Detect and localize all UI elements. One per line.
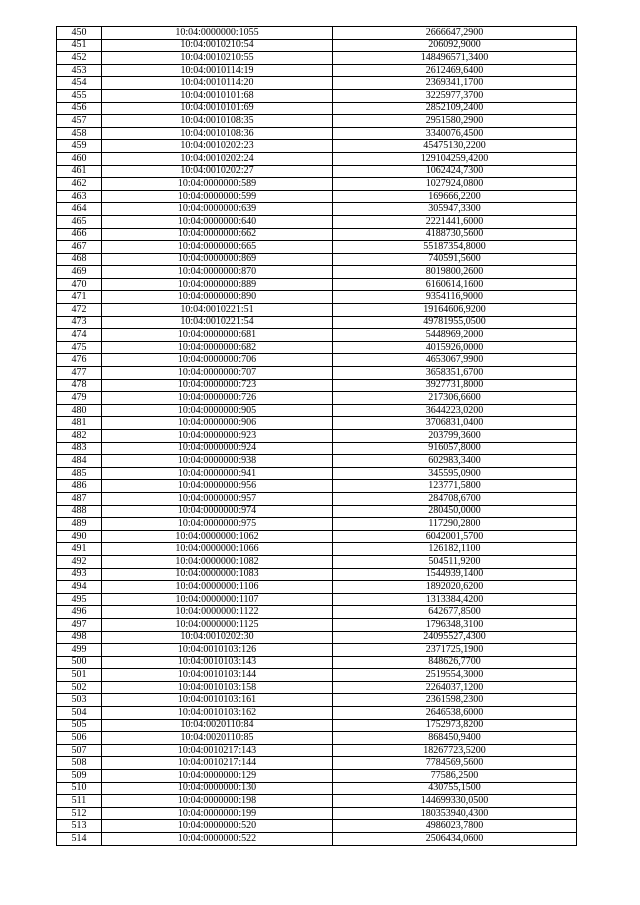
- value-cell: 148496571,3400: [333, 52, 577, 65]
- row-number-cell: 454: [57, 77, 102, 90]
- value-cell: 2519554,3000: [333, 669, 577, 682]
- table-row: [57, 807, 577, 820]
- cadastral-number-cell: 10:04:0010101:69: [102, 102, 333, 115]
- cadastral-number-cell: 10:04:0000000:941: [102, 467, 333, 480]
- cadastral-number-cell: 10:04:0000000:905: [102, 404, 333, 417]
- row-number-cell: 463: [57, 190, 102, 203]
- cadastral-number-cell: 10:04:0000000:682: [102, 341, 333, 354]
- cadastral-number-cell: 10:04:0000000:726: [102, 392, 333, 405]
- value-cell: 2361598,2300: [333, 694, 577, 707]
- value-cell: 602983,3400: [333, 455, 577, 468]
- value-cell: 45475130,2200: [333, 140, 577, 153]
- cadastral-number-cell: 10:04:0000000:938: [102, 455, 333, 468]
- row-number-cell: 487: [57, 492, 102, 505]
- cadastral-number-cell: 10:04:0010103:126: [102, 644, 333, 657]
- row-number-cell: 493: [57, 568, 102, 581]
- row-number-cell: 502: [57, 681, 102, 694]
- row-number-cell: 497: [57, 618, 102, 631]
- cadastral-number-cell: 10:04:0010114:20: [102, 77, 333, 90]
- value-cell: 2666647,2900: [333, 27, 577, 40]
- row-number-cell: 451: [57, 39, 102, 52]
- table-row: [57, 152, 577, 165]
- value-cell: 345595,0900: [333, 467, 577, 480]
- cadastral-number-cell: 10:04:0000000:923: [102, 430, 333, 443]
- table-row: [57, 467, 577, 480]
- cadastral-number-cell: 10:04:0000000:129: [102, 770, 333, 783]
- cadastral-number-cell: 10:04:0010210:55: [102, 52, 333, 65]
- cadastral-number-cell: 10:04:0000000:1062: [102, 530, 333, 543]
- cadastral-number-cell: 10:04:0000000:520: [102, 820, 333, 833]
- cadastral-number-cell: 10:04:0000000:924: [102, 442, 333, 455]
- value-cell: 2371725,1900: [333, 644, 577, 657]
- cadastral-number-cell: 10:04:0000000:589: [102, 178, 333, 191]
- table-row: [57, 266, 577, 279]
- value-cell: 19164606,9200: [333, 304, 577, 317]
- value-cell: 3927731,8000: [333, 379, 577, 392]
- cadastral-number-cell: 10:04:0000000:975: [102, 518, 333, 531]
- value-cell: 3706831,0400: [333, 417, 577, 430]
- table-row: [57, 543, 577, 556]
- value-cell: 1313384,4200: [333, 593, 577, 606]
- table-row: [57, 127, 577, 140]
- value-cell: 8019800,2600: [333, 266, 577, 279]
- value-cell: 430755,1500: [333, 782, 577, 795]
- cadastral-number-cell: 10:04:0010202:23: [102, 140, 333, 153]
- value-cell: 126182,1100: [333, 543, 577, 556]
- row-number-cell: 476: [57, 354, 102, 367]
- table-row: [57, 102, 577, 115]
- value-cell: 5448969,2000: [333, 329, 577, 342]
- table-row: [57, 782, 577, 795]
- cadastral-number-cell: 10:04:0000000:1055: [102, 27, 333, 40]
- value-cell: 24095527,4300: [333, 631, 577, 644]
- table-row: [57, 555, 577, 568]
- table-row: [57, 455, 577, 468]
- cadastral-number-cell: 10:04:0010103:144: [102, 669, 333, 682]
- value-cell: 4986023,7800: [333, 820, 577, 833]
- row-number-cell: 464: [57, 203, 102, 216]
- value-cell: 49781955,0500: [333, 316, 577, 329]
- table-row: [57, 480, 577, 493]
- cadastral-number-cell: 10:04:0000000:639: [102, 203, 333, 216]
- cadastral-number-cell: 10:04:0000000:599: [102, 190, 333, 203]
- cadastral-number-cell: 10:04:0000000:1106: [102, 581, 333, 594]
- table-row: [57, 291, 577, 304]
- row-number-cell: 484: [57, 455, 102, 468]
- value-cell: 868450,9400: [333, 732, 577, 745]
- row-number-cell: 475: [57, 341, 102, 354]
- row-number-cell: 480: [57, 404, 102, 417]
- value-cell: 916057,8000: [333, 442, 577, 455]
- row-number-cell: 501: [57, 669, 102, 682]
- row-number-cell: 508: [57, 757, 102, 770]
- value-cell: 180353940,4300: [333, 807, 577, 820]
- row-number-cell: 499: [57, 644, 102, 657]
- cadastral-number-cell: 10:04:0010108:36: [102, 127, 333, 140]
- table-row: [57, 631, 577, 644]
- row-number-cell: 462: [57, 178, 102, 191]
- table-row: [57, 278, 577, 291]
- cadastral-number-cell: 10:04:0000000:956: [102, 480, 333, 493]
- table-row: [57, 140, 577, 153]
- value-cell: 2852109,2400: [333, 102, 577, 115]
- cadastral-number-cell: 10:04:0010108:35: [102, 115, 333, 128]
- cadastral-number-cell: 10:04:0000000:706: [102, 354, 333, 367]
- table-row: [57, 568, 577, 581]
- row-number-cell: 457: [57, 115, 102, 128]
- row-number-cell: 507: [57, 744, 102, 757]
- cadastral-number-cell: 10:04:0000000:640: [102, 215, 333, 228]
- table-row: [57, 115, 577, 128]
- value-cell: 2951580,2900: [333, 115, 577, 128]
- value-cell: 1062424,7300: [333, 165, 577, 178]
- row-number-cell: 481: [57, 417, 102, 430]
- cadastral-number-cell: 10:04:0000000:522: [102, 833, 333, 846]
- value-cell: 2646538,6000: [333, 707, 577, 720]
- cadastral-number-cell: 10:04:0010114:19: [102, 64, 333, 77]
- cadastral-number-cell: 10:04:0000000:662: [102, 228, 333, 241]
- table-row: [57, 253, 577, 266]
- table-row: [57, 770, 577, 783]
- value-cell: 217306,6600: [333, 392, 577, 405]
- table-row: [57, 694, 577, 707]
- row-number-cell: 506: [57, 732, 102, 745]
- data-table: [56, 26, 577, 846]
- cadastral-number-cell: 10:04:0000000:1125: [102, 618, 333, 631]
- cadastral-number-cell: 10:04:0000000:906: [102, 417, 333, 430]
- cadastral-number-cell: 10:04:0010103:162: [102, 707, 333, 720]
- row-number-cell: 472: [57, 304, 102, 317]
- row-number-cell: 470: [57, 278, 102, 291]
- cadastral-number-cell: 10:04:0010101:68: [102, 89, 333, 102]
- cadastral-number-cell: 10:04:0000000:889: [102, 278, 333, 291]
- value-cell: 2506434,0600: [333, 833, 577, 846]
- row-number-cell: 491: [57, 543, 102, 556]
- table-row: [57, 530, 577, 543]
- table-row: [57, 64, 577, 77]
- row-number-cell: 511: [57, 795, 102, 808]
- value-cell: 206092,9000: [333, 39, 577, 52]
- row-number-cell: 504: [57, 707, 102, 720]
- table-row: [57, 379, 577, 392]
- value-cell: 7784569,5600: [333, 757, 577, 770]
- row-number-cell: 459: [57, 140, 102, 153]
- table-row: [57, 77, 577, 90]
- row-number-cell: 514: [57, 833, 102, 846]
- table-row: [57, 707, 577, 720]
- value-cell: 1796348,3100: [333, 618, 577, 631]
- row-number-cell: 512: [57, 807, 102, 820]
- value-cell: 2221441,6000: [333, 215, 577, 228]
- value-cell: 117290,2800: [333, 518, 577, 531]
- row-number-cell: 513: [57, 820, 102, 833]
- table-row: [57, 39, 577, 52]
- table-row: [57, 581, 577, 594]
- table-row: [57, 442, 577, 455]
- value-cell: 848626,7700: [333, 656, 577, 669]
- table-row: [57, 505, 577, 518]
- table-row: [57, 681, 577, 694]
- row-number-cell: 450: [57, 27, 102, 40]
- value-cell: 642677,8500: [333, 606, 577, 619]
- value-cell: 2264037,1200: [333, 681, 577, 694]
- table-row: [57, 190, 577, 203]
- row-number-cell: 489: [57, 518, 102, 531]
- table-row: [57, 27, 577, 40]
- row-number-cell: 495: [57, 593, 102, 606]
- row-number-cell: 479: [57, 392, 102, 405]
- cadastral-number-cell: 10:04:0010103:143: [102, 656, 333, 669]
- row-number-cell: 483: [57, 442, 102, 455]
- row-number-cell: 510: [57, 782, 102, 795]
- table-row: [57, 316, 577, 329]
- value-cell: 3644223,0200: [333, 404, 577, 417]
- cadastral-number-cell: 10:04:0000000:869: [102, 253, 333, 266]
- table-row: [57, 656, 577, 669]
- table-row: [57, 52, 577, 65]
- row-number-cell: 503: [57, 694, 102, 707]
- table-body: [57, 27, 577, 846]
- cadastral-number-cell: 10:04:0010103:158: [102, 681, 333, 694]
- value-cell: 740591,5600: [333, 253, 577, 266]
- table-row: [57, 89, 577, 102]
- value-cell: 305947,3300: [333, 203, 577, 216]
- value-cell: 203799,3600: [333, 430, 577, 443]
- value-cell: 1752973,8200: [333, 719, 577, 732]
- table-row: [57, 593, 577, 606]
- row-number-cell: 494: [57, 581, 102, 594]
- row-number-cell: 456: [57, 102, 102, 115]
- table-row: [57, 241, 577, 254]
- row-number-cell: 461: [57, 165, 102, 178]
- cadastral-number-cell: 10:04:0010217:143: [102, 744, 333, 757]
- value-cell: 144699330,0500: [333, 795, 577, 808]
- row-number-cell: 488: [57, 505, 102, 518]
- table-row: [57, 178, 577, 191]
- value-cell: 2612469,6400: [333, 64, 577, 77]
- cadastral-number-cell: 10:04:0020110:84: [102, 719, 333, 732]
- row-number-cell: 468: [57, 253, 102, 266]
- row-number-cell: 465: [57, 215, 102, 228]
- cadastral-number-cell: 10:04:0000000:681: [102, 329, 333, 342]
- cadastral-number-cell: 10:04:0000000:1082: [102, 555, 333, 568]
- value-cell: 1544939,1400: [333, 568, 577, 581]
- table-row: [57, 757, 577, 770]
- cadastral-number-cell: 10:04:0010202:27: [102, 165, 333, 178]
- cadastral-number-cell: 10:04:0020110:85: [102, 732, 333, 745]
- row-number-cell: 478: [57, 379, 102, 392]
- cadastral-number-cell: 10:04:0000000:1083: [102, 568, 333, 581]
- table-row: [57, 795, 577, 808]
- value-cell: 4015926,0000: [333, 341, 577, 354]
- cadastral-number-cell: 10:04:0000000:870: [102, 266, 333, 279]
- value-cell: 3340076,4500: [333, 127, 577, 140]
- value-cell: 6042001,5700: [333, 530, 577, 543]
- table-row: [57, 165, 577, 178]
- value-cell: 504511,9200: [333, 555, 577, 568]
- cadastral-number-cell: 10:04:0010202:30: [102, 631, 333, 644]
- cadastral-number-cell: 10:04:0000000:1122: [102, 606, 333, 619]
- value-cell: 123771,5800: [333, 480, 577, 493]
- table-row: [57, 518, 577, 531]
- row-number-cell: 500: [57, 656, 102, 669]
- row-number-cell: 471: [57, 291, 102, 304]
- cadastral-number-cell: 10:04:0000000:974: [102, 505, 333, 518]
- table-row: [57, 341, 577, 354]
- cadastral-number-cell: 10:04:0000000:1066: [102, 543, 333, 556]
- row-number-cell: 460: [57, 152, 102, 165]
- row-number-cell: 455: [57, 89, 102, 102]
- table-row: [57, 492, 577, 505]
- value-cell: 55187354,8000: [333, 241, 577, 254]
- table-row: [57, 203, 577, 216]
- value-cell: 2369341,1700: [333, 77, 577, 90]
- row-number-cell: 492: [57, 555, 102, 568]
- row-number-cell: 485: [57, 467, 102, 480]
- table-row: [57, 606, 577, 619]
- cadastral-number-cell: 10:04:0000000:890: [102, 291, 333, 304]
- cadastral-number-cell: 10:04:0010221:51: [102, 304, 333, 317]
- row-number-cell: 486: [57, 480, 102, 493]
- cadastral-number-cell: 10:04:0000000:198: [102, 795, 333, 808]
- value-cell: 9354116,9000: [333, 291, 577, 304]
- value-cell: 284708,6700: [333, 492, 577, 505]
- value-cell: 6160614,1600: [333, 278, 577, 291]
- row-number-cell: 458: [57, 127, 102, 140]
- cadastral-number-cell: 10:04:0010103:161: [102, 694, 333, 707]
- value-cell: 77586,2500: [333, 770, 577, 783]
- cadastral-number-cell: 10:04:0010202:24: [102, 152, 333, 165]
- table-row: [57, 732, 577, 745]
- table-row: [57, 669, 577, 682]
- row-number-cell: 498: [57, 631, 102, 644]
- row-number-cell: 482: [57, 430, 102, 443]
- table-row: [57, 644, 577, 657]
- value-cell: 4653067,9900: [333, 354, 577, 367]
- table-row: [57, 228, 577, 241]
- row-number-cell: 469: [57, 266, 102, 279]
- row-number-cell: 453: [57, 64, 102, 77]
- row-number-cell: 466: [57, 228, 102, 241]
- table-row: [57, 719, 577, 732]
- table-row: [57, 215, 577, 228]
- table-row: [57, 618, 577, 631]
- table-row: [57, 367, 577, 380]
- cadastral-number-cell: 10:04:0000000:1107: [102, 593, 333, 606]
- row-number-cell: 473: [57, 316, 102, 329]
- table-row: [57, 417, 577, 430]
- table-row: [57, 304, 577, 317]
- cadastral-number-cell: 10:04:0000000:665: [102, 241, 333, 254]
- row-number-cell: 452: [57, 52, 102, 65]
- cadastral-number-cell: 10:04:0000000:130: [102, 782, 333, 795]
- row-number-cell: 505: [57, 719, 102, 732]
- value-cell: 3225977,3700: [333, 89, 577, 102]
- row-number-cell: 490: [57, 530, 102, 543]
- table-row: [57, 833, 577, 846]
- value-cell: 1027924,0800: [333, 178, 577, 191]
- table-row: [57, 404, 577, 417]
- value-cell: 1892020,6200: [333, 581, 577, 594]
- cadastral-number-cell: 10:04:0000000:199: [102, 807, 333, 820]
- value-cell: 129104259,4200: [333, 152, 577, 165]
- cadastral-number-cell: 10:04:0000000:957: [102, 492, 333, 505]
- value-cell: 280450,0000: [333, 505, 577, 518]
- row-number-cell: 509: [57, 770, 102, 783]
- value-cell: 3658351,6700: [333, 367, 577, 380]
- row-number-cell: 467: [57, 241, 102, 254]
- table-row: [57, 354, 577, 367]
- cadastral-number-cell: 10:04:0010221:54: [102, 316, 333, 329]
- value-cell: 169666,2200: [333, 190, 577, 203]
- table-row: [57, 392, 577, 405]
- cadastral-number-cell: 10:04:0010217:144: [102, 757, 333, 770]
- value-cell: 18267723,5200: [333, 744, 577, 757]
- cadastral-number-cell: 10:04:0010210:54: [102, 39, 333, 52]
- cadastral-number-cell: 10:04:0000000:723: [102, 379, 333, 392]
- cadastral-number-cell: 10:04:0000000:707: [102, 367, 333, 380]
- table-row: [57, 329, 577, 342]
- row-number-cell: 474: [57, 329, 102, 342]
- value-cell: 4188730,5600: [333, 228, 577, 241]
- row-number-cell: 477: [57, 367, 102, 380]
- table-row: [57, 744, 577, 757]
- table-row: [57, 820, 577, 833]
- table-row: [57, 430, 577, 443]
- row-number-cell: 496: [57, 606, 102, 619]
